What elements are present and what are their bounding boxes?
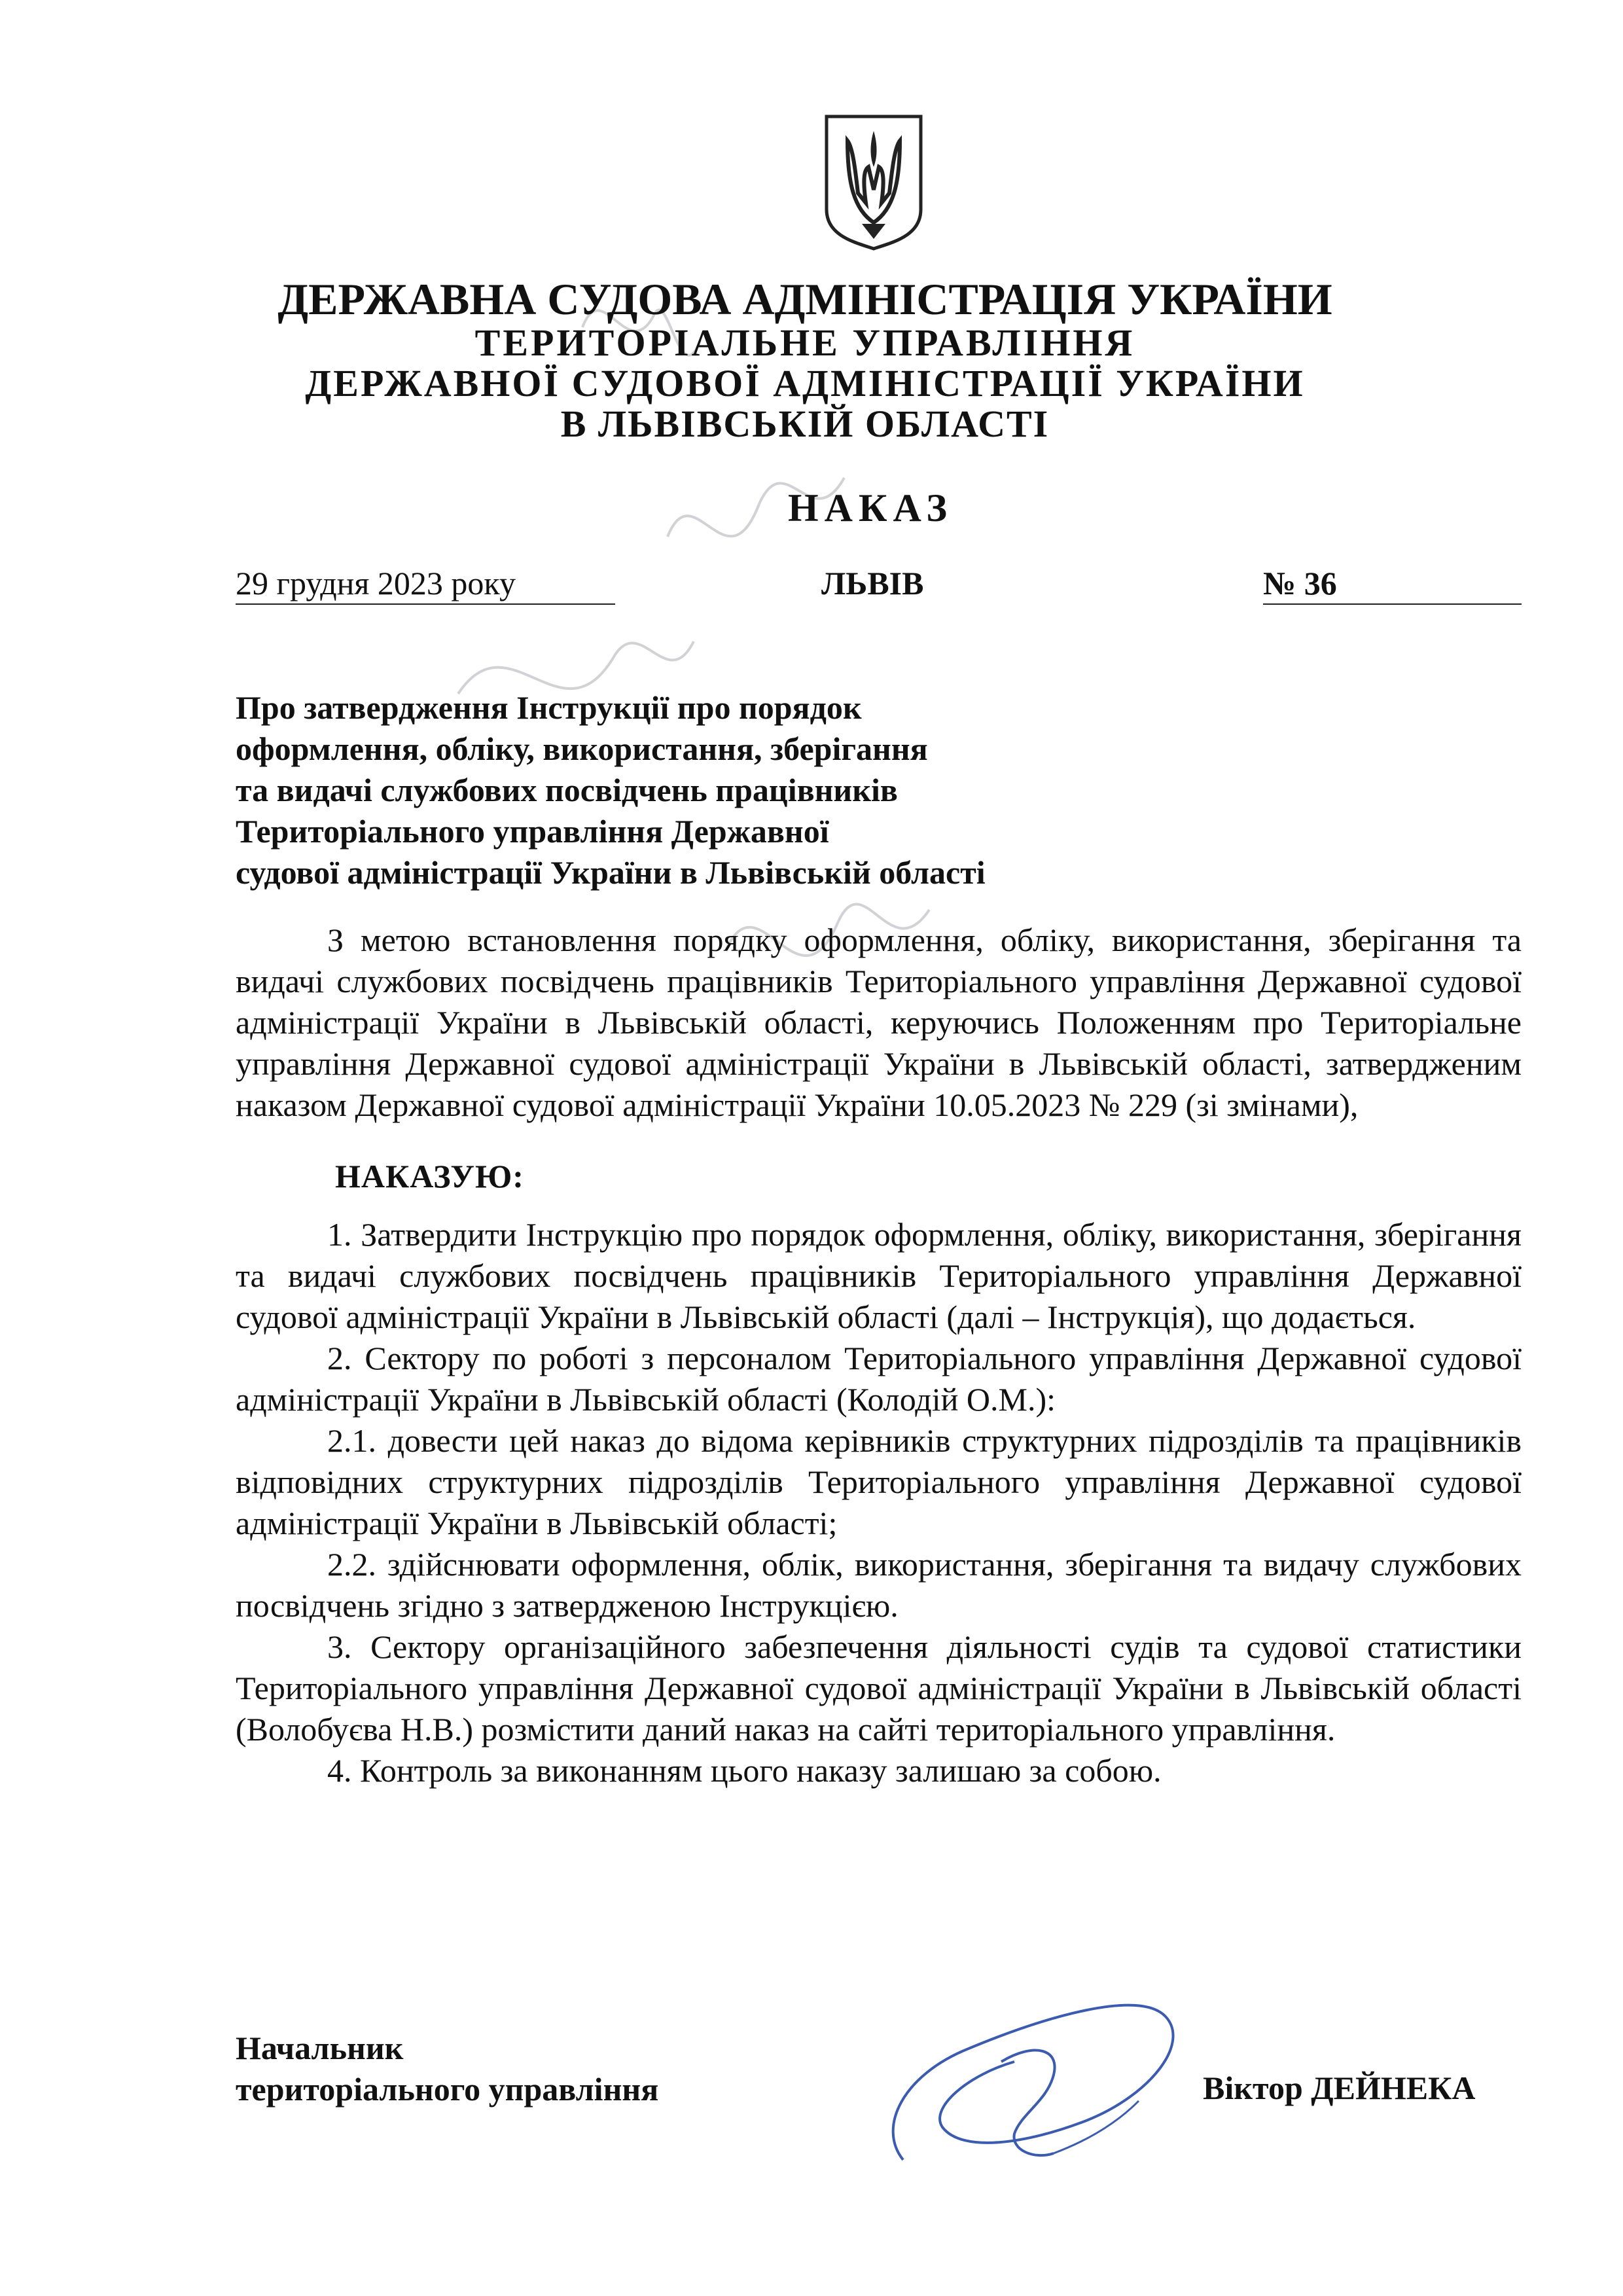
item-2-1: 2.1. довести цей наказ до відома керівників структурних підрозділів та працівників відповідних структурних підрозділів Територіального управління Державної судової адміністрації України в Львівській області; [236,1422,1522,1541]
title-line: та видачі службових посвідчень працівників [236,772,898,808]
title-line: судової адміністрації України в Львівській області [236,854,986,891]
title-line: Територіального управління Державної [236,813,829,850]
document-type: НАКАЗ [787,486,953,529]
order-number: № 36 [1263,564,1522,605]
item-4: 4. Контроль за виконанням цього наказу залишаю за собою. [327,1752,1162,1789]
header-line-1: ДЕРЖАВНА СУДОВА АДМІНІСТРАЦІЯ УКРАЇНИ [277,274,1332,324]
signer-name: Віктор ДЕЙНЕКА [1203,2070,1476,2106]
handwritten-signature [864,1964,1230,2199]
item-2-2: 2.2. здійснювати оформлення, облік, використання, зберігання та видачу службових посвідчень згідно з затвердженою Інструкцією. [236,1546,1522,1624]
order-title [236,687,1152,893]
preamble-paragraph: З метою встановлення порядку оформлення, обліку, використання, зберігання та видачі службових посвідчень працівників Територіального управління Державної судової адміністрації України в Львівській області, керуючись Положенням про Територіальне управління Державної судової адміністрації України в Львівській області, затвердженим наказом Державної судової адміністрації України 10.05.2023 № 229 (зі змінами), [236,922,1522,1123]
order-date: 29 грудня 2023 року [236,564,615,605]
item-3: 3. Сектору організаційного забезпечення діяльності судів та судової статистики Територіального управління Державної судової адміністрації України в Львівській області (Волобуєва Н.В.) розмістити даний наказ на сайті територіального управління. [236,1628,1522,1748]
header-line-4: В ЛЬВІВСЬКІЙ ОБЛАСТІ [560,403,1050,445]
coat-of-arms-icon [821,111,926,252]
header-line-3: ДЕРЖАВНОЇ СУДОВОЇ АДМІНІСТРАЦІЇ УКРАЇНИ [305,362,1305,404]
signer-position-line-2: територіального управління [236,2071,659,2108]
order-city: ЛЬВІВ [821,565,924,601]
title-line: Про затвердження Інструкції про порядок [236,689,862,726]
item-1: 1. Затвердити Інструкцію про порядок оформлення, обліку, використання, зберігання та видачі службових посвідчень працівників Територіального управління Державної судової адміністрації України в Львівській області (далі – Інструкція), що додається. [236,1216,1522,1335]
item-2: 2. Сектору по роботі з персоналом Територіального управління Державної судової адміністрації України в Львівській області (Колодій О.М.): [236,1340,1522,1418]
header-line-2: ТЕРИТОРІАЛЬНЕ УПРАВЛІННЯ [474,321,1135,364]
order-body [236,920,1522,1791]
signer-position [236,2028,658,2110]
title-line: оформлення, обліку, використання, зберігання [236,730,928,767]
signer-position-line-1: Начальник [236,2030,404,2066]
order-word: НАКАЗУЮ: [335,1158,524,1194]
